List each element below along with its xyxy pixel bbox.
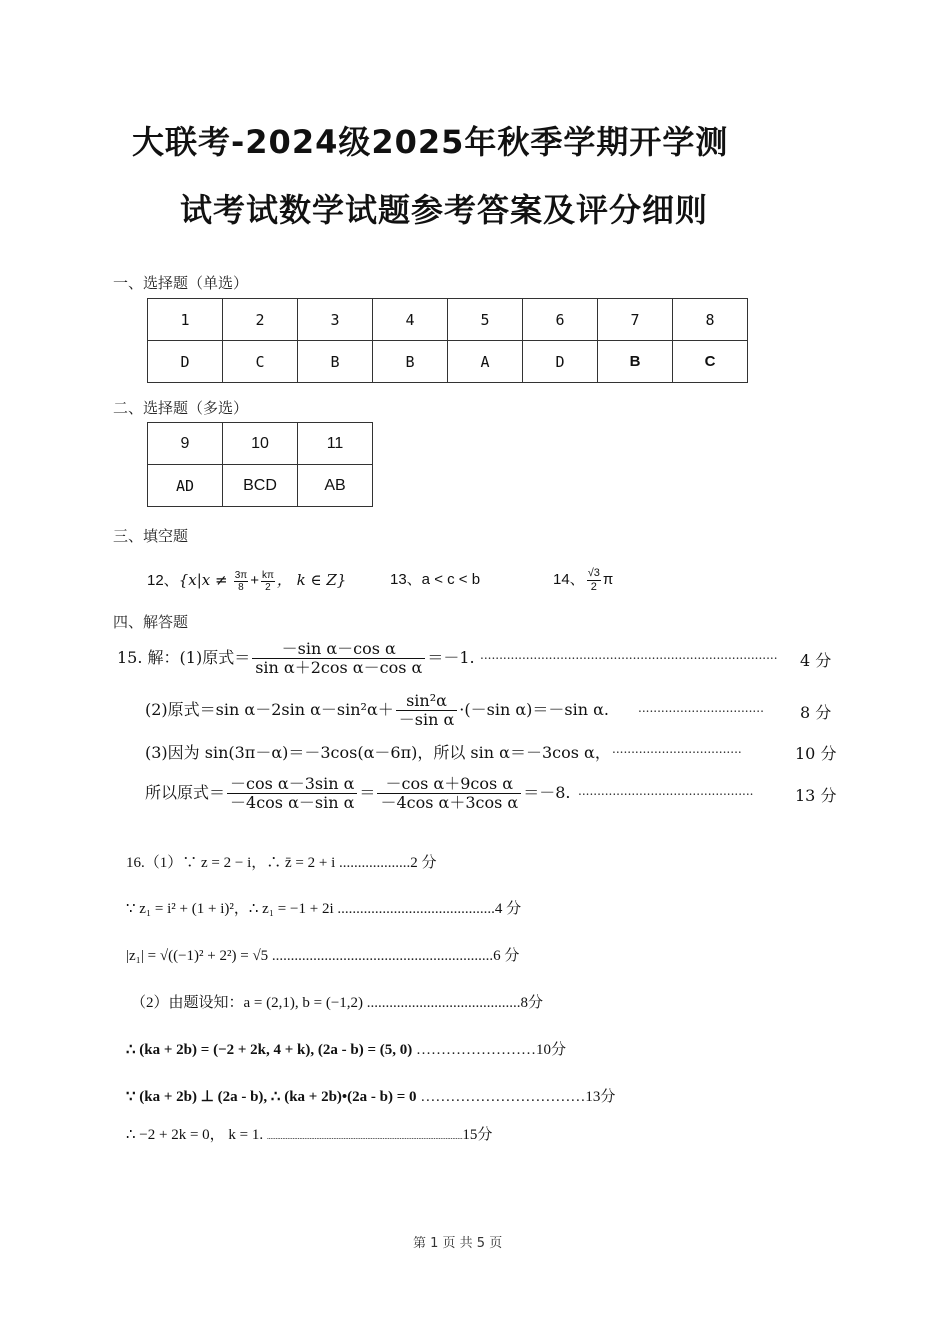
q15-l1-dots: .............................................................................. <box>480 648 778 662</box>
answer-cell: B <box>598 341 673 383</box>
q15-l1-score: 4 分 <box>800 651 832 670</box>
q15-l4-result: ＝－8. <box>523 783 571 802</box>
q16-line-3 <box>126 944 519 965</box>
q15-l2-prefix: (2)原式＝sin α－2sin α－sin²α＋ <box>145 700 394 719</box>
question-number: 3 <box>298 299 373 341</box>
q15-l2-score: 8 分 <box>800 703 832 722</box>
q15-l3-score: 10 分 <box>795 744 837 763</box>
q12-frac1-num: 3π <box>234 569 248 581</box>
page-title-line2: 试考试数学试题参考答案及评分细则 <box>180 191 709 229</box>
answer-cell: C <box>223 341 298 383</box>
q12-frac2-num: kπ <box>261 569 274 581</box>
q12-fraction-2 <box>261 570 275 593</box>
q16-l1-score: 2 分 <box>410 855 437 871</box>
q16-l5-dots: …………………… <box>416 1042 536 1058</box>
q15-l1-den: sin α＋2cos α－cos α <box>255 658 423 677</box>
q16-l2-dots: .......................................... <box>337 901 495 917</box>
q12-frac2-den: 2 <box>265 581 271 593</box>
q16-l3-dots: ........................................................... <box>271 948 494 964</box>
question-number: 2 <box>223 299 298 341</box>
q16-l4-score: 8分 <box>520 995 544 1011</box>
q15-l2-den: －sin α <box>398 710 455 729</box>
question-number: 4 <box>373 299 448 341</box>
question-number: 9 <box>148 423 223 465</box>
q12-frac1-den: 8 <box>238 581 244 593</box>
q16-l7-text: ∴ −2 + 2k = 0， k = 1. <box>126 1127 264 1143</box>
table-row <box>148 299 748 341</box>
question-number: 8 <box>673 299 748 341</box>
answer-cell: BCD <box>223 465 298 507</box>
q15-line-2 <box>145 688 609 732</box>
q16-l1-text: 16.（1）∵ z = 2 − i，∴ z̄ = 2 + i <box>126 855 336 871</box>
single-choice-answer-table <box>147 298 748 383</box>
q15-l2-suffix: ·(－sin α)＝－sin α. <box>459 700 609 719</box>
answer-cell: D <box>523 341 598 383</box>
question-number: 6 <box>523 299 598 341</box>
answer-cell: A <box>448 341 523 383</box>
q14-label: 14、 <box>553 571 585 588</box>
answer-q13: 13、a < c < b <box>390 571 481 588</box>
q15-l1-num: －sin α－cos α <box>252 640 425 659</box>
table-row <box>148 465 373 507</box>
table-row <box>148 341 748 383</box>
q16-l6-text: ∵ (ka + 2b) ⊥ (2a - b), ∴ (ka + 2b)•(2a - b) = 0 <box>126 1089 417 1105</box>
question-number: 1 <box>148 299 223 341</box>
section-heading-single-choice: 一、选择题（单选） <box>113 274 249 292</box>
q15-l4-eq: ＝ <box>359 783 376 802</box>
q16-line-7 <box>126 1123 492 1144</box>
answer-q12 <box>147 562 346 598</box>
q15-l1-fraction <box>252 640 425 678</box>
section-heading-solutions: 四、解答题 <box>113 613 189 631</box>
q15-line-1 <box>117 636 475 680</box>
q14-pi: π <box>602 571 614 588</box>
q16-line-5 <box>126 1038 566 1059</box>
q16-l7-dots: ................................................................................................................... <box>266 1132 463 1141</box>
q14-num: √3 <box>587 567 600 580</box>
q15-l4-den1: －4cos α－sin α <box>230 793 355 812</box>
q15-l2-dots: ................................. <box>638 701 764 715</box>
multi-choice-answer-table <box>147 422 373 507</box>
q14-den: 2 <box>590 580 597 593</box>
question-number: 5 <box>448 299 523 341</box>
question-number: 11 <box>298 423 373 465</box>
q15-l4-fraction-2 <box>377 775 521 813</box>
page-title-line1: 大联考-2024级2025年秋季学期开学测 <box>132 123 729 161</box>
q16-l4-text: （2）由题设知：a = (2,1), b = (−1,2) <box>131 995 364 1011</box>
q16-l3-text: |z₁| = √((−1)² + 2²) = √5 <box>126 948 269 964</box>
q16-l1-dots: ................... <box>339 855 411 871</box>
q16-line-2 <box>126 897 521 918</box>
q15-l4-num1: －cos α－3sin α <box>227 775 357 794</box>
section-heading-multi-choice: 二、选择题（多选） <box>113 399 249 417</box>
question-number: 10 <box>223 423 298 465</box>
q16-l5-score: 10分 <box>536 1042 567 1058</box>
q14-fraction <box>587 567 601 592</box>
q16-l5-text: ∴ (ka + 2b) = (−2 + 2k, 4 + k), (2a - b) = (5, 0) <box>126 1042 413 1058</box>
q15-l1-result: ＝－1. <box>427 648 475 667</box>
q16-line-6 <box>126 1085 615 1106</box>
q15-l2-fraction <box>396 692 458 730</box>
q15-line-3: (3)因为 sin(3π－α)＝－3cos(α－6π)，所以 sin α＝－3cos α， <box>145 743 611 762</box>
q12-fraction-1 <box>234 570 248 593</box>
q15-l1-prefix: 15. 解：(1)原式＝ <box>117 648 251 667</box>
table-row <box>148 423 373 465</box>
q16-l3-score: 6 分 <box>493 948 520 964</box>
q15-l4-den2: －4cos α＋3cos α <box>380 793 519 812</box>
q12-set-start: {x|x ≠ <box>178 571 228 589</box>
q15-l4-dots: .............................................. <box>578 784 754 798</box>
q15-l4-prefix: 所以原式＝ <box>145 783 226 802</box>
q15-line-4 <box>145 770 570 816</box>
section-heading-fill-blank: 三、填空题 <box>113 527 189 545</box>
q16-l4-dots: ......................................... <box>366 995 521 1011</box>
q16-l6-dots: …………………………… <box>420 1089 586 1105</box>
answer-cell: B <box>298 341 373 383</box>
q16-line-1 <box>126 851 437 872</box>
answer-cell: C <box>673 341 748 383</box>
answer-cell: AD <box>148 465 223 507</box>
q15-l4-fraction-1 <box>227 775 357 813</box>
q12-label: 12、 <box>147 572 179 589</box>
q15-l3-dots: .................................. <box>612 742 742 756</box>
answer-cell: AB <box>298 465 373 507</box>
q16-l6-score: 13分 <box>585 1089 616 1105</box>
answer-cell: B <box>373 341 448 383</box>
q16-l7-score: 15分 <box>462 1127 493 1143</box>
q15-l4-num2: －cos α＋9cos α <box>377 775 521 794</box>
q16-l2-score: 4 分 <box>494 901 522 917</box>
answer-cell: D <box>148 341 223 383</box>
q12-set-end: ， k ∈ Z} <box>276 571 347 589</box>
q15-l2-num: sin²α <box>396 692 458 711</box>
question-number: 7 <box>598 299 673 341</box>
q12-plus: + <box>250 572 259 589</box>
q16-l2-text: ∵ z₁ = i² + (1 + i)²，∴ z₁ = −1 + 2i <box>126 901 334 917</box>
answer-q14 <box>553 560 613 600</box>
page-footer: 第 1 页 共 5 页 <box>413 1236 503 1251</box>
q15-l4-score: 13 分 <box>795 786 837 805</box>
q16-line-4 <box>131 991 543 1012</box>
